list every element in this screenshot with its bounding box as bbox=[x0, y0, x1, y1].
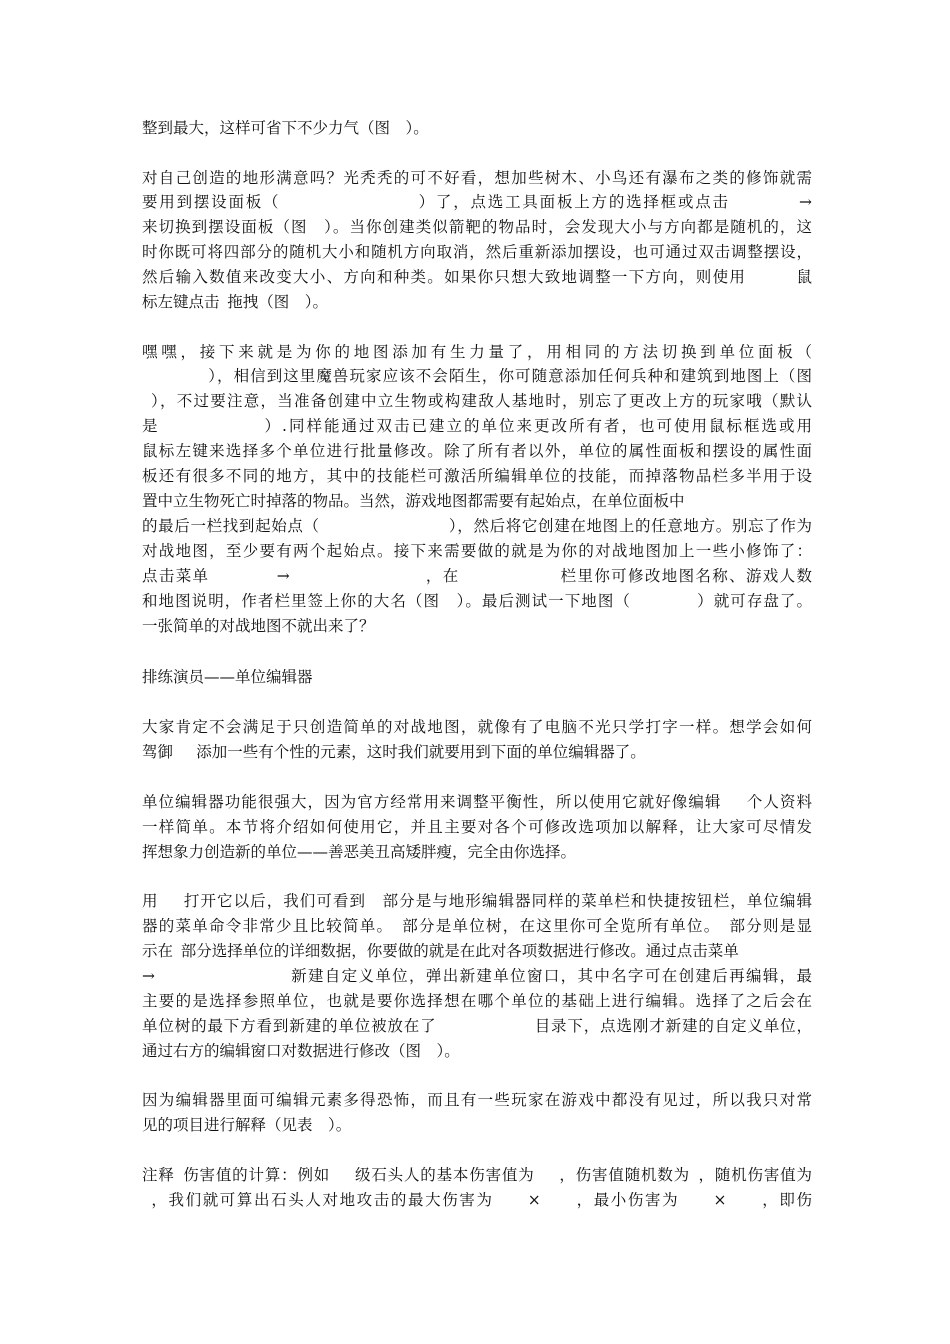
text-line: 板还有很多不同的地方，其中的技能栏可激活所编辑单位的技能，而掉落物品栏多半用于设 bbox=[142, 467, 812, 485]
text-line: 鼠标左键来选择多个单位进行批量修改。除了所有者以外，单位的属性面板和摆设的属性面 bbox=[142, 442, 812, 460]
text-line: 对自己创造的地形满意吗？光秃秃的可不好看，想加些树木、小鸟还有瀑布之类的修饰就需 bbox=[142, 169, 812, 187]
text-line: 标左键点击 拖拽（图 ）。 bbox=[142, 293, 329, 311]
text-line: → 新建自定义单位，弹出新建单位窗口，其中名字可在创建后再编辑，最 bbox=[142, 967, 812, 985]
text-line: 单位树的最下方看到新建的单位被放在了 目录下，点选刚才新建的自定义单位， bbox=[142, 1017, 812, 1035]
text-line: 器的菜单命令非常少且比较简单。 部分是单位树，在这里你可全览所有单位。 部分则是显 bbox=[142, 917, 812, 935]
text-line: 和地图说明，作者栏里签上你的大名（图 ）。最后测试一下地图（ ）就可存盘了。 bbox=[142, 592, 812, 610]
text-line: 嘿嘿，接下来就是为你的地图添加有生力量了，用相同的方法切换到单位面板（ bbox=[142, 343, 812, 361]
text-line: 大家肯定不会满足于只创造简单的对战地图，就像有了电脑不光只学打字一样。想学会如何 bbox=[142, 718, 812, 736]
text-line: 的最后一栏找到起始点（ ），然后将它创建在地图上的任意地方。别忘了作为 bbox=[142, 517, 812, 535]
text-line: 整到最大，这样可省下不少力气（图 ）。 bbox=[142, 119, 429, 137]
text-line: 主要的是选择参照单位，也就是要你选择想在哪个单位的基础上进行编辑。选择了之后会在 bbox=[142, 992, 812, 1010]
text-line: 一张简单的对战地图不就出来了？ bbox=[142, 617, 375, 635]
text-line: 对战地图，至少要有两个起始点。接下来需要做的就是为你的对战地图加上一些小修饰了： bbox=[142, 542, 812, 560]
text-line: 注释 伤害值的计算：例如 级石头人的基本伤害值为 ，伤害值随机数为 ，随机伤害值为 bbox=[142, 1166, 812, 1184]
text-line: 点击菜单 → ，在 栏里你可修改地图名称、游戏人数 bbox=[142, 567, 812, 585]
text-line: 是 ）.同样能通过双击已建立的单位来更改所有者，也可使用鼠标框选或用 bbox=[142, 417, 812, 435]
text-line: ，我们就可算出石头人对地攻击的最大伤害为 × ，最小伤害为 × ，即伤 bbox=[142, 1191, 812, 1209]
text-line: 置中立生物死亡时掉落的物品。当然，游戏地图都需要有起始点，在单位面板中 bbox=[142, 492, 685, 510]
text-line: ），相信到这里魔兽玩家应该不会陌生，你可随意添加任何兵种和建筑到地图上（图 bbox=[142, 367, 812, 385]
section-heading: 排练演员——单位编辑器 bbox=[142, 668, 313, 686]
text-line: 挥想象力创造新的单位——善恶美丑高矮胖瘦，完全由你选择。 bbox=[142, 843, 577, 861]
text-line: 时你既可将四部分的随机大小和随机方向取消，然后重新添加摆设，也可通过双击调整摆设， bbox=[142, 243, 812, 261]
text-line: ），不过要注意，当准备创建中立生物或构建敌人基地时，别忘了更改上方的玩家哦（默认 bbox=[142, 392, 812, 410]
text-line: 来切换到摆设面板（图 ）。当你创建类似箭靶的物品时，会发现大小与方向都是随机的，这 bbox=[142, 218, 812, 236]
text-line: 要用到摆设面板（ ）了，点选工具面板上方的选择框或点击 → bbox=[142, 193, 812, 211]
text-line: 通过右方的编辑窗口对数据进行修改（图 ）。 bbox=[142, 1042, 460, 1060]
text-line: 单位编辑器功能很强大，因为官方经常用来调整平衡性，所以使用它就好像编辑 个人资料 bbox=[142, 793, 812, 811]
text-line: 用 打开它以后，我们可看到 部分是与地形编辑器同样的菜单栏和快捷按钮栏，单位编辑 bbox=[142, 892, 812, 910]
text-line: 一样简单。本节将介绍如何使用它，并且主要对各个可修改选项加以解释，让大家可尽情发 bbox=[142, 818, 812, 836]
text-line: 见的项目进行解释（见表 ）。 bbox=[142, 1116, 352, 1134]
text-line: 因为编辑器里面可编辑元素多得恐怖，而且有一些玩家在游戏中都没有见过，所以我只对常 bbox=[142, 1091, 812, 1109]
text-line: 然后输入数值来改变大小、方向和种类。如果你只想大致地调整一下方向，则使用 鼠 bbox=[142, 268, 812, 286]
text-line: 驾御 添加一些有个性的元素，这时我们就要用到下面的单位编辑器了。 bbox=[142, 743, 646, 761]
text-line: 示在 部分选择单位的详细数据，你要做的就是在此对各项数据进行修改。通过点击菜单 bbox=[142, 942, 739, 960]
